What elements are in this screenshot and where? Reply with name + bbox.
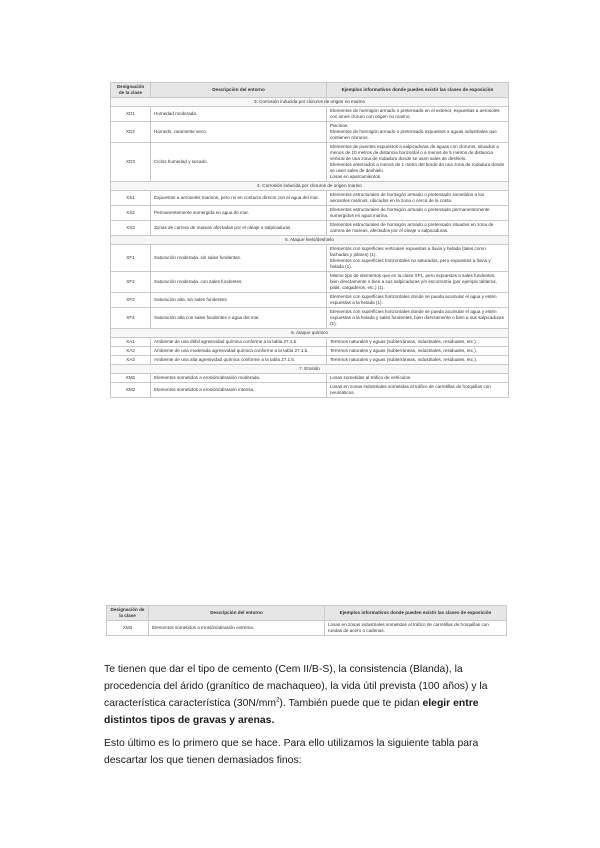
superscript: 2 [276, 697, 280, 704]
header-designation: Designación de la clase [107, 606, 149, 621]
section-row [111, 236, 509, 245]
section-row [111, 329, 509, 338]
table-row [111, 356, 509, 365]
section-row [111, 182, 509, 191]
table-row [111, 191, 509, 206]
class-examples: Losas sometidas al tráfico de vehículos. [327, 374, 509, 383]
class-description: Humedad moderada. [151, 107, 327, 122]
class-examples: Elementos con superficies horizontales donde se pueda acumular el agua y estén expuestas a la helada y sales fundentes, bien directamente o bien a sus salpicaduras (1). [327, 308, 509, 329]
exposure-classes-table [110, 82, 509, 398]
xm3-table [106, 605, 507, 636]
class-code: XD3 [111, 143, 151, 182]
table-row [111, 221, 509, 236]
class-description: Ambiente de una moderada agresividad química conforme a la tabla 27.1.b. [151, 347, 327, 356]
table-row [111, 374, 509, 383]
table-row [111, 143, 509, 182]
table-row [111, 308, 509, 329]
header-designation: Designación de la clase [111, 83, 151, 98]
class-code: XA2 [111, 347, 151, 356]
section-title: 6. Ataque químico [111, 329, 509, 338]
class-code: XD2 [111, 122, 151, 143]
class-examples: Elementos con superficies horizontales donde se pueda acumular el agua y estén expuestas a la helada (1). [327, 293, 509, 308]
class-description: Húmedo, raramente seco. [151, 122, 327, 143]
class-examples: Losas en zonas industriales sometidas al tráfico de carretillas de horquillas con ruedas de acero o cadenas. [325, 621, 507, 636]
class-description: Saturación alta, sin sales fundentes. [151, 293, 327, 308]
table-row [111, 338, 509, 347]
class-code: XF1 [111, 245, 151, 272]
paragraph-requirements [104, 661, 504, 729]
section-title: 3. Corrosión inducida por cloruros de origen no marino [111, 98, 509, 107]
table-row [111, 107, 509, 122]
class-examples: Elementos estructurales de hormigón armado o pretensado sometidos a los aerosoles marinos, ubicados en la zona o cerca de la costa. [327, 191, 509, 206]
section-title: 5. Ataque hielo/deshielo [111, 236, 509, 245]
class-code: XM2 [111, 383, 151, 398]
class-description: Saturación moderada, sin sales fundentes. [151, 245, 327, 272]
class-description: Permanentemente sumergida en agua de mar. [151, 206, 327, 221]
class-code: XM3 [107, 621, 149, 636]
class-examples: Terrenos naturales y aguas (subterráneas, industriales, residuales, etc.). [327, 347, 509, 356]
table-row [107, 621, 507, 636]
class-code: XF4 [111, 308, 151, 329]
class-description: Elementos sometidos a erosión/abrasión moderada. [151, 374, 327, 383]
table-header-row [107, 606, 507, 621]
class-code: XF2 [111, 272, 151, 293]
class-description: Ambiente de una débil agresividad química conforme a la tabla 27.1.b. [151, 338, 327, 347]
table-row [111, 206, 509, 221]
class-code: XD1 [111, 107, 151, 122]
paragraph-bold-text: elegir entre distintos tipos de gravas y arenas. [104, 698, 479, 726]
class-code: XS3 [111, 221, 151, 236]
class-description: Ciclos humedad y secado. [151, 143, 327, 182]
class-examples: Terrenos naturales y aguas (subterráneas, industriales, residuales, etc.). [327, 356, 509, 365]
header-examples: Ejemplos informativos donde pueden existir las clases de exposición [325, 606, 507, 621]
section-title: 4. Corrosión inducida por cloruros de origen marino [111, 182, 509, 191]
class-examples: Elementos con superficies verticales expuestas a lluvia y helada (tales como fachadas y pilares) (1). Elementos con superficies horizontales no saturados, pero expuestos a lluvia y helada (1). [327, 245, 509, 272]
class-description: Zonas de carrera de mareas afectadas por el oleaje o salpicaduras. [151, 221, 327, 236]
class-description: Ambiente de una alta agresividad química conforme a la tabla 27.1.b. [151, 356, 327, 365]
class-description: Saturación alta con sales fundentes o agua del mar. [151, 308, 327, 329]
class-examples: Terrenos naturales y aguas (subterráneas, industriales, residuales, etc.). [327, 338, 509, 347]
section-title: 7. Erosión [111, 365, 509, 374]
class-code: XF3 [111, 293, 151, 308]
class-code: XS2 [111, 206, 151, 221]
class-description: Saturación moderada, con sales fundentes. [151, 272, 327, 293]
table-header-row [111, 83, 509, 98]
section-row [111, 98, 509, 107]
class-examples: Elementos de hormigón armado o pretensado en el exterior, expuestas a aerosoles con iones cloruro con origen no marino. [327, 107, 509, 122]
class-code: XA3 [111, 356, 151, 365]
table-row [111, 272, 509, 293]
paragraph-text: Te tienen que dar el tipo de cemento (Cem II/B-S), la consistencia (Blanda), la procedencia del árido (granítico de machaqueo), la vida útil prevista (100 años) y la característica característica (30N/mm [104, 664, 488, 709]
header-description: Descripción del entorno [151, 83, 327, 98]
table-row [111, 122, 509, 143]
header-description: Descripción del entorno [149, 606, 325, 621]
paragraph-text: ). También puede que te pidan [279, 698, 423, 709]
class-description: Elementos sometidos a erosión/abrasión extrema. [149, 621, 325, 636]
table-row [111, 347, 509, 356]
class-code: XS1 [111, 191, 151, 206]
class-description: Expuestos a aerosoles marinos, pero no en contacto directo con el agua del mar. [151, 191, 327, 206]
class-examples: Piscinas. Elementos de hormigón armado o pretensado expuestos a aguas industriales que contienen cloruros. [327, 122, 509, 143]
class-code: XM1 [111, 374, 151, 383]
header-examples: Ejemplos informativos donde pueden existir las clases de exposición [327, 83, 509, 98]
table-body [111, 98, 509, 398]
section-row [111, 365, 509, 374]
table-row [111, 245, 509, 272]
class-examples: Elementos de puentes expuestos a salpicaduras de aguas con cloruros, situados a menos de 10 metros de distancia horizontal o a menos de 5 metros de distancia vertical de una zona de rodadura donde se usen sales de deshielo. Elementos enterrados a menos de 1 metro del borde de una zona de rodadura donde se usen sales de deshielo. Losas en aparcamientos. [327, 143, 509, 182]
class-code: XA1 [111, 338, 151, 347]
class-examples: Elementos estructurales de hormigón armado o pretensado permanentemente sumergidos en agua marina. [327, 206, 509, 221]
class-description: Elementos sometidos a erosión/abrasión intensa. [151, 383, 327, 398]
class-examples: Losas en zonas industriales sometidas al tráfico de carretillas de horquillas con neumáticos. [327, 383, 509, 398]
class-examples: Mismo tipo de elementos que en la clase XF1, pero expuestos a sales fundentes, bien directamente o bien a sus salpicaduras y/o escorrentía (por ejemplo tableros, pilas, cargaderos, etc.) (1). [327, 272, 509, 293]
table-row [111, 293, 509, 308]
table-row [111, 383, 509, 398]
paragraph-next-step: Esto último es lo primero que se hace. Para ello utilizamos la siguiente tabla para descartar los que tienen demasiados finos: [104, 738, 479, 766]
class-examples: Elementos estructurales de hormigón armado o pretensado situados en zona de carrera de mareas, afectados por el oleaje o salpicaduras. [327, 221, 509, 236]
